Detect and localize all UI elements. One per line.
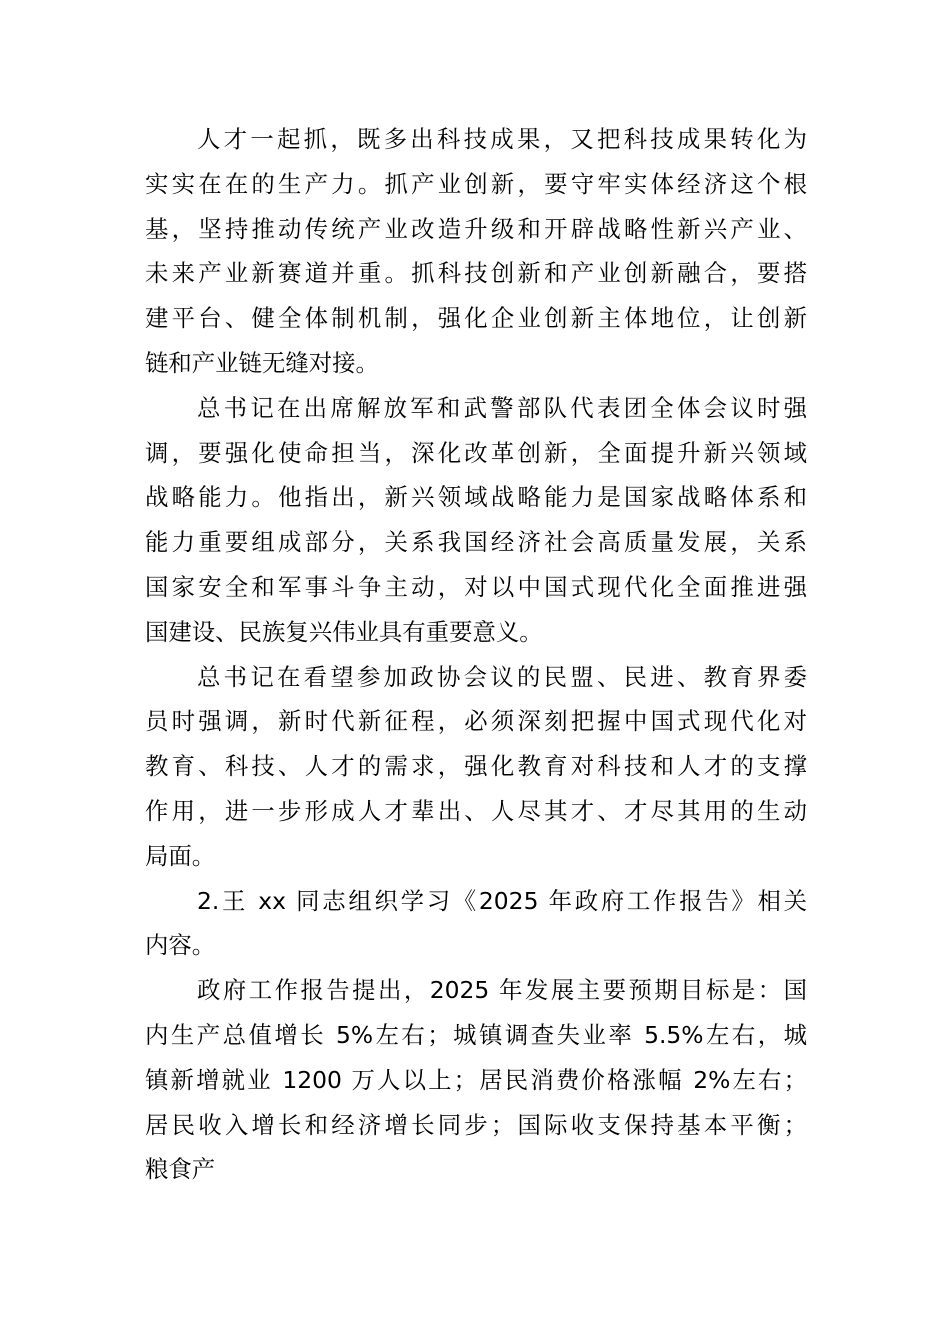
paragraph-talent-innovation xyxy=(145,117,807,386)
paragraph-study-item-2 xyxy=(145,879,807,969)
text-line: 粮食产 xyxy=(145,1155,216,1184)
text-line: 政府工作报告提出，2025 年发展主要预期目标是：国 xyxy=(197,976,807,1005)
text-line: 作用，进一步形成人才辈出、人尽其才、才尽其用的生动 xyxy=(145,796,807,825)
text-line: 国建设、民族复兴伟业具有重要意义。 xyxy=(145,617,543,646)
text-line: 内容。 xyxy=(145,931,216,960)
text-line: 链和产业链无缝对接。 xyxy=(145,348,379,377)
text-line: 教育、科技、人才的需求，强化教育对科技和人才的支撑 xyxy=(145,752,807,781)
text-line: 实实在在的生产力。抓产业创新，要守牢实体经济这个根 xyxy=(145,169,807,198)
text-line: 总书记在看望参加政协会议的民盟、民进、教育界委 xyxy=(197,662,807,691)
text-line: 建平台、健全体制机制，强化企业创新主体地位，让创新 xyxy=(145,304,807,333)
text-line: 未来产业新赛道并重。抓科技创新和产业创新融合，要搭 xyxy=(145,259,807,288)
text-line: 国家安全和军事斗争主动，对以中国式现代化全面推进强 xyxy=(145,572,807,601)
text-line: 战略能力。他指出，新兴领域战略能力是国家战略体系和 xyxy=(145,483,807,512)
text-line: 调，要强化使命担当，深化改革创新，全面提升新兴领域 xyxy=(145,438,807,467)
paragraph-government-report-targets xyxy=(145,968,807,1192)
text-line: 员时强调，新时代新征程，必须深刻把握中国式现代化对 xyxy=(145,707,807,736)
text-line: 2.王 xx 同志组织学习《2025 年政府工作报告》相关 xyxy=(197,886,807,915)
document-body xyxy=(145,117,807,1192)
text-line: 内生产总值增长 5%左右；城镇调查失业率 5.5%左右，城 xyxy=(145,1020,807,1049)
text-line: 总书记在出席解放军和武警部队代表团全体会议时强 xyxy=(197,393,807,422)
paragraph-pla-delegation xyxy=(145,386,807,655)
text-line: 人才一起抓，既多出科技成果，又把科技成果转化为 xyxy=(197,125,807,153)
text-line: 居民收入增长和经济增长同步；国际收支保持基本平衡； xyxy=(145,1110,807,1139)
paragraph-cppcc-education xyxy=(145,655,807,879)
text-line: 基，坚持推动传统产业改造升级和开辟战略性新兴产业、 xyxy=(145,214,807,243)
text-line: 镇新增就业 1200 万人以上；居民消费价格涨幅 2%左右； xyxy=(145,1065,807,1094)
text-line: 局面。 xyxy=(145,841,216,870)
text-line: 能力重要组成部分，关系我国经济社会高质量发展，关系 xyxy=(145,528,807,557)
